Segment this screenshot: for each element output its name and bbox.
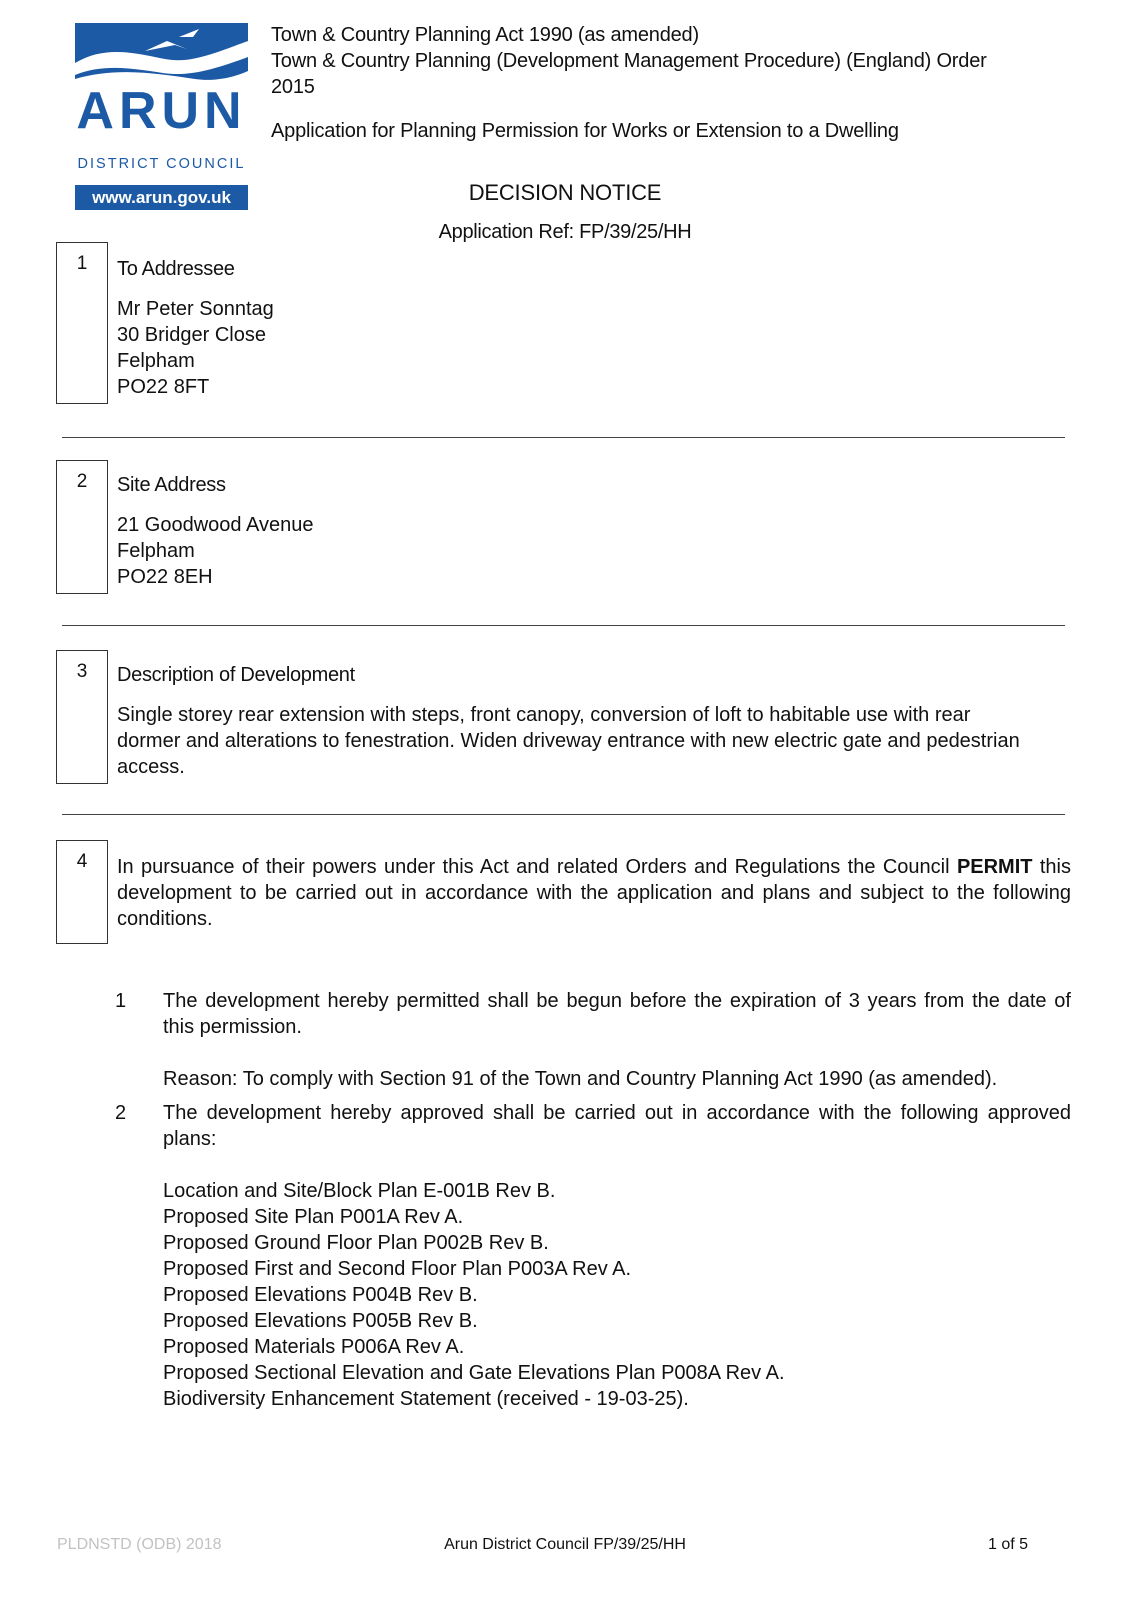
section-1-number-box bbox=[56, 242, 108, 404]
approved-plan-item: Proposed Materials P006A Rev A. bbox=[163, 1336, 465, 1358]
act-line: Town & Country Planning Act 1990 (as amended) bbox=[271, 24, 699, 46]
section-3-title: Description of Development bbox=[117, 664, 355, 686]
section-2-number-box bbox=[56, 460, 108, 594]
footer-page-number: 1 of 5 bbox=[988, 1536, 1029, 1553]
section-2-number: 2 bbox=[76, 471, 88, 492]
condition-1-number: 1 bbox=[115, 990, 127, 1012]
divider bbox=[62, 437, 1065, 438]
approved-plan-item: Biodiversity Enhancement Statement (received - 19-03-25). bbox=[163, 1388, 689, 1410]
description-line: Single storey rear extension with steps, front canopy, conversion of loft to habitable use with rear bbox=[117, 704, 971, 726]
decision-text-before: In pursuance of their powers under this Act and related Orders and Regulations the Council bbox=[117, 856, 950, 878]
approved-plan-item: Proposed Elevations P004B Rev B. bbox=[163, 1284, 478, 1306]
approved-plan-item: Proposed Ground Floor Plan P002B Rev B. bbox=[163, 1232, 549, 1254]
footer-reference: Arun District Council FP/39/25/HH bbox=[444, 1536, 686, 1553]
site-town: Felpham bbox=[117, 540, 195, 562]
logo-url[interactable]: www.arun.gov.uk bbox=[75, 185, 248, 210]
section-1-number: 1 bbox=[76, 253, 88, 274]
order-line-2: 2015 bbox=[271, 76, 315, 98]
addressee-street: 30 Bridger Close bbox=[117, 324, 266, 346]
logo-subtitle: DISTRICT COUNCIL bbox=[77, 156, 246, 172]
logo-wave-icon bbox=[75, 23, 248, 83]
description-line: access. bbox=[117, 756, 185, 778]
decision-value: PERMIT bbox=[956, 856, 1033, 878]
addressee-postcode: PO22 8FT bbox=[117, 376, 210, 398]
section-1-title: To Addressee bbox=[117, 258, 235, 280]
order-line-1: Town & Country Planning (Development Management Procedure) (England) Order bbox=[271, 50, 987, 72]
decision-text-after: this development to be carried out in accordance with the application and plans and subject to the following conditions. bbox=[117, 856, 1071, 930]
section-3-number: 3 bbox=[76, 661, 88, 682]
approved-plan-item: Proposed Sectional Elevation and Gate Elevations Plan P008A Rev A. bbox=[163, 1362, 785, 1384]
condition-1-reason: Reason: To comply with Section 91 of the Town and Country Planning Act 1990 (as amended). bbox=[163, 1068, 998, 1090]
notice-title: DECISION NOTICE bbox=[468, 180, 662, 205]
description-line: dormer and alterations to fenestration. Widen driveway entrance with new electric gate and pedestrian bbox=[117, 730, 1020, 752]
approved-plan-item: Location and Site/Block Plan E-001B Rev B. bbox=[163, 1180, 556, 1202]
decision-statement bbox=[117, 854, 1071, 932]
approved-plan-item: Proposed First and Second Floor Plan P003A Rev A. bbox=[163, 1258, 632, 1280]
divider bbox=[62, 625, 1065, 626]
section-4-number: 4 bbox=[76, 851, 88, 872]
logo-name: ARUN bbox=[76, 82, 247, 140]
application-ref: Application Ref: FP/39/25/HH bbox=[438, 221, 692, 243]
section-3-number-box bbox=[56, 650, 108, 784]
arun-logo bbox=[75, 23, 248, 207]
section-4-number-box bbox=[56, 840, 108, 944]
condition-2-text: The development hereby approved shall be carried out in accordance with the following approved plans: bbox=[163, 1102, 1071, 1150]
addressee-name: Mr Peter Sonntag bbox=[117, 298, 274, 320]
approved-plan-item: Proposed Elevations P005B Rev B. bbox=[163, 1310, 478, 1332]
section-2-title: Site Address bbox=[117, 474, 226, 496]
site-postcode: PO22 8EH bbox=[117, 566, 213, 588]
divider bbox=[62, 814, 1065, 815]
condition-2-number: 2 bbox=[115, 1102, 127, 1124]
approved-plan-item: Proposed Site Plan P001A Rev A. bbox=[163, 1206, 464, 1228]
addressee-town: Felpham bbox=[117, 350, 195, 372]
site-street: 21 Goodwood Avenue bbox=[117, 514, 314, 536]
footer-form-code: PLDNSTD (ODB) 2018 bbox=[57, 1536, 222, 1553]
condition-1-text: The development hereby permitted shall be begun before the expiration of 3 years from the date of this permission. bbox=[163, 990, 1071, 1038]
application-type: Application for Planning Permission for Works or Extension to a Dwelling bbox=[271, 120, 899, 142]
